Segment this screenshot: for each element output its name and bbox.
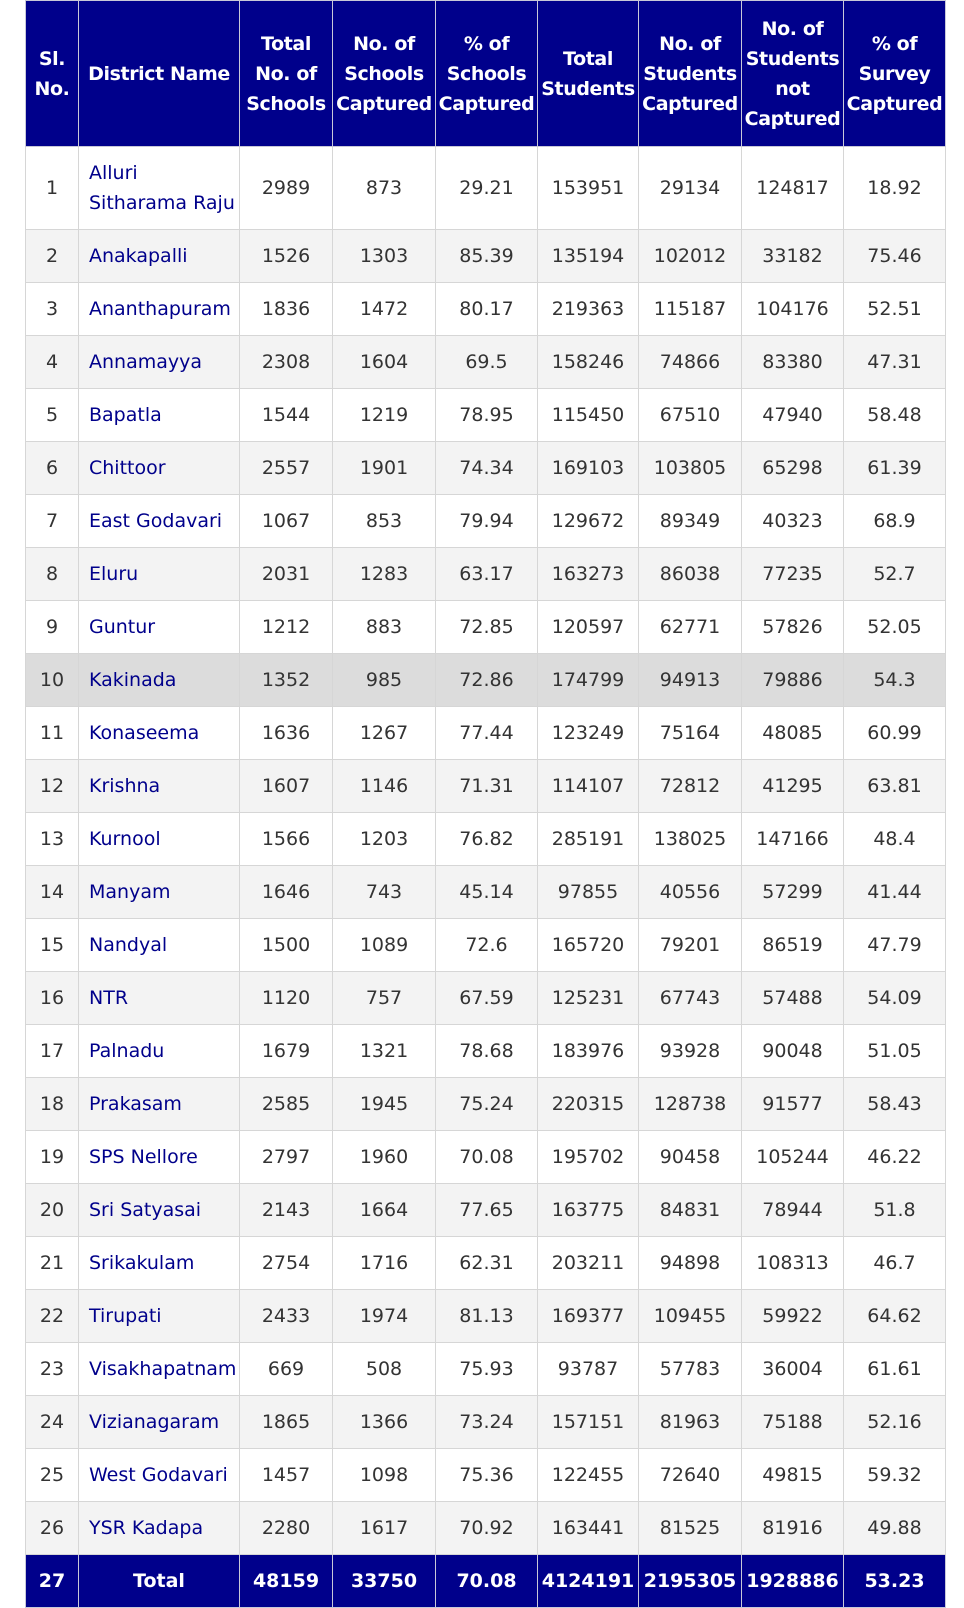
cell-pct-schools-captured: 73.24 [436, 1396, 538, 1449]
cell-sl-no: 20 [26, 1184, 79, 1237]
cell-total-students: 219363 [538, 283, 639, 336]
cell-sl-no: 14 [26, 866, 79, 919]
cell-pct-survey-captured: 64.62 [844, 1290, 946, 1343]
cell-total-students: 158246 [538, 336, 639, 389]
table-row [26, 442, 946, 495]
cell-schools-captured: 883 [333, 601, 436, 654]
cell-pct-survey-captured: 49.88 [844, 1502, 946, 1555]
cell-total-schools: 1566 [240, 813, 333, 866]
cell-schools-captured: 1283 [333, 548, 436, 601]
cell-pct-survey-captured: 58.43 [844, 1078, 946, 1131]
cell-pct-schools-captured: 29.21 [436, 147, 538, 230]
cell-students-not-captured: 57299 [742, 866, 844, 919]
cell-schools-captured: 1617 [333, 1502, 436, 1555]
cell-students-captured: 93928 [639, 1025, 742, 1078]
cell-pct-survey-captured: 75.46 [844, 230, 946, 283]
cell-sl-no: 7 [26, 495, 79, 548]
table-row [26, 760, 946, 813]
cell-pct-survey-captured: 54.3 [844, 654, 946, 707]
cell-sl-no: 2 [26, 230, 79, 283]
district-link[interactable]: Bapatla [79, 389, 240, 442]
cell-total-schools: 2433 [240, 1290, 333, 1343]
district-link[interactable]: Eluru [79, 548, 240, 601]
cell-pct-schools-captured: 67.59 [436, 972, 538, 1025]
table-row [26, 147, 946, 230]
district-link[interactable]: East Godavari [79, 495, 240, 548]
cell-sl-no: 9 [26, 601, 79, 654]
column-header-total-schools: Total No. of Schools [240, 1, 333, 147]
cell-sl-no: 25 [26, 1449, 79, 1502]
cell-total-students: 169377 [538, 1290, 639, 1343]
cell-students-not-captured: 48085 [742, 707, 844, 760]
cell-pct-schools-captured: 79.94 [436, 495, 538, 548]
cell-students-captured: 79201 [639, 919, 742, 972]
cell-students-not-captured: 105244 [742, 1131, 844, 1184]
cell-total-schools: 2031 [240, 548, 333, 601]
cell-pct-schools-captured: 70.92 [436, 1502, 538, 1555]
cell-students-not-captured: 41295 [742, 760, 844, 813]
table-row [26, 866, 946, 919]
cell-pct-survey-captured: 52.05 [844, 601, 946, 654]
cell-sl-no: 12 [26, 760, 79, 813]
cell-students-captured: 81963 [639, 1396, 742, 1449]
cell-total-students: 195702 [538, 1131, 639, 1184]
cell-total-schools: 1500 [240, 919, 333, 972]
column-header-pct-schools-captured: % of Schools Captured [436, 1, 538, 147]
total-district-name: Total [79, 1555, 240, 1608]
cell-total-schools: 1607 [240, 760, 333, 813]
cell-students-captured: 81525 [639, 1502, 742, 1555]
cell-schools-captured: 1219 [333, 389, 436, 442]
cell-total-students: 123249 [538, 707, 639, 760]
cell-total-students: 114107 [538, 760, 639, 813]
cell-pct-survey-captured: 51.05 [844, 1025, 946, 1078]
cell-pct-survey-captured: 61.39 [844, 442, 946, 495]
cell-pct-schools-captured: 85.39 [436, 230, 538, 283]
cell-students-not-captured: 77235 [742, 548, 844, 601]
cell-pct-schools-captured: 78.95 [436, 389, 538, 442]
cell-students-not-captured: 57488 [742, 972, 844, 1025]
cell-pct-schools-captured: 72.85 [436, 601, 538, 654]
cell-pct-survey-captured: 47.79 [844, 919, 946, 972]
cell-total-schools: 1636 [240, 707, 333, 760]
cell-total-students: 157151 [538, 1396, 639, 1449]
cell-schools-captured: 1366 [333, 1396, 436, 1449]
table-row [26, 919, 946, 972]
district-link[interactable]: Palnadu [79, 1025, 240, 1078]
cell-schools-captured: 1716 [333, 1237, 436, 1290]
cell-students-not-captured: 124817 [742, 147, 844, 230]
total-total-schools: 48159 [240, 1555, 333, 1608]
cell-pct-survey-captured: 52.51 [844, 283, 946, 336]
total-schools-captured: 33750 [333, 1555, 436, 1608]
cell-schools-captured: 1974 [333, 1290, 436, 1343]
table-row [26, 1131, 946, 1184]
total-sl-no: 27 [26, 1555, 79, 1608]
cell-sl-no: 5 [26, 389, 79, 442]
cell-students-captured: 128738 [639, 1078, 742, 1131]
table-row [26, 972, 946, 1025]
cell-schools-captured: 1321 [333, 1025, 436, 1078]
cell-sl-no: 21 [26, 1237, 79, 1290]
cell-sl-no: 22 [26, 1290, 79, 1343]
cell-pct-survey-captured: 52.16 [844, 1396, 946, 1449]
cell-sl-no: 15 [26, 919, 79, 972]
cell-schools-captured: 853 [333, 495, 436, 548]
cell-students-captured: 103805 [639, 442, 742, 495]
cell-students-captured: 138025 [639, 813, 742, 866]
total-students-captured: 2195305 [639, 1555, 742, 1608]
table-body [26, 147, 946, 1555]
district-link[interactable]: SPS Nellore [79, 1131, 240, 1184]
column-header-students-captured: No. of Students Captured [639, 1, 742, 147]
cell-schools-captured: 985 [333, 654, 436, 707]
district-link[interactable]: Annamayya [79, 336, 240, 389]
district-link[interactable]: Prakasam [79, 1078, 240, 1131]
cell-total-schools: 2585 [240, 1078, 333, 1131]
cell-total-schools: 2280 [240, 1502, 333, 1555]
table-row [26, 1343, 946, 1396]
total-pct-survey-captured: 53.23 [844, 1555, 946, 1608]
cell-total-schools: 1212 [240, 601, 333, 654]
cell-students-captured: 72812 [639, 760, 742, 813]
cell-students-captured: 102012 [639, 230, 742, 283]
cell-schools-captured: 1203 [333, 813, 436, 866]
cell-pct-schools-captured: 80.17 [436, 283, 538, 336]
cell-schools-captured: 1098 [333, 1449, 436, 1502]
cell-total-students: 285191 [538, 813, 639, 866]
cell-total-students: 220315 [538, 1078, 639, 1131]
cell-total-students: 163441 [538, 1502, 639, 1555]
cell-total-schools: 2797 [240, 1131, 333, 1184]
cell-total-schools: 669 [240, 1343, 333, 1396]
table-container [25, 0, 945, 1608]
cell-schools-captured: 1267 [333, 707, 436, 760]
cell-pct-schools-captured: 72.86 [436, 654, 538, 707]
cell-total-schools: 2143 [240, 1184, 333, 1237]
cell-total-students: 183976 [538, 1025, 639, 1078]
cell-pct-schools-captured: 76.82 [436, 813, 538, 866]
cell-total-students: 129672 [538, 495, 639, 548]
table-row [26, 654, 946, 707]
cell-students-captured: 75164 [639, 707, 742, 760]
cell-total-schools: 1120 [240, 972, 333, 1025]
table-row [26, 336, 946, 389]
table-row [26, 230, 946, 283]
cell-students-captured: 62771 [639, 601, 742, 654]
cell-students-captured: 94898 [639, 1237, 742, 1290]
cell-students-captured: 57783 [639, 1343, 742, 1396]
cell-schools-captured: 873 [333, 147, 436, 230]
cell-total-students: 97855 [538, 866, 639, 919]
cell-pct-schools-captured: 78.68 [436, 1025, 538, 1078]
district-link[interactable]: Srikakulam [79, 1237, 240, 1290]
cell-sl-no: 6 [26, 442, 79, 495]
cell-students-captured: 72640 [639, 1449, 742, 1502]
district-link[interactable]: Kakinada [79, 654, 240, 707]
cell-students-captured: 115187 [639, 283, 742, 336]
cell-pct-schools-captured: 71.31 [436, 760, 538, 813]
cell-students-captured: 40556 [639, 866, 742, 919]
cell-schools-captured: 508 [333, 1343, 436, 1396]
column-header-schools-captured: No. of Schools Captured [333, 1, 436, 147]
cell-pct-schools-captured: 69.5 [436, 336, 538, 389]
cell-total-schools: 1352 [240, 654, 333, 707]
district-link[interactable]: Visakhapatnam [79, 1343, 240, 1396]
cell-pct-survey-captured: 58.48 [844, 389, 946, 442]
district-link[interactable]: Manyam [79, 866, 240, 919]
table-row [26, 1290, 946, 1343]
total-total-students: 4124191 [538, 1555, 639, 1608]
district-link[interactable]: Tirupati [79, 1290, 240, 1343]
cell-students-captured: 29134 [639, 147, 742, 230]
cell-students-not-captured: 57826 [742, 601, 844, 654]
cell-schools-captured: 743 [333, 866, 436, 919]
cell-students-not-captured: 79886 [742, 654, 844, 707]
cell-total-students: 122455 [538, 1449, 639, 1502]
cell-students-not-captured: 104176 [742, 283, 844, 336]
cell-sl-no: 13 [26, 813, 79, 866]
district-link[interactable]: Konaseema [79, 707, 240, 760]
table-row [26, 283, 946, 336]
cell-pct-survey-captured: 63.81 [844, 760, 946, 813]
cell-total-students: 163273 [538, 548, 639, 601]
cell-pct-survey-captured: 60.99 [844, 707, 946, 760]
table-row [26, 1237, 946, 1290]
cell-total-schools: 1067 [240, 495, 333, 548]
table-row [26, 389, 946, 442]
cell-total-students: 115450 [538, 389, 639, 442]
district-link[interactable]: Krishna [79, 760, 240, 813]
district-link[interactable]: Anakapalli [79, 230, 240, 283]
cell-students-not-captured: 40323 [742, 495, 844, 548]
column-header-sl-no: Sl. No. [26, 1, 79, 147]
cell-total-students: 153951 [538, 147, 639, 230]
total-students-not-captured: 1928886 [742, 1555, 844, 1608]
cell-schools-captured: 1604 [333, 336, 436, 389]
cell-total-schools: 1457 [240, 1449, 333, 1502]
cell-pct-schools-captured: 63.17 [436, 548, 538, 601]
district-survey-table [25, 0, 946, 1608]
cell-sl-no: 3 [26, 283, 79, 336]
table-row [26, 601, 946, 654]
district-link[interactable]: Chittoor [79, 442, 240, 495]
district-link[interactable]: Vizianagaram [79, 1396, 240, 1449]
cell-schools-captured: 1945 [333, 1078, 436, 1131]
cell-total-schools: 1526 [240, 230, 333, 283]
cell-total-schools: 2989 [240, 147, 333, 230]
cell-pct-survey-captured: 61.61 [844, 1343, 946, 1396]
cell-pct-schools-captured: 77.65 [436, 1184, 538, 1237]
cell-sl-no: 19 [26, 1131, 79, 1184]
table-row [26, 1396, 946, 1449]
cell-pct-schools-captured: 81.13 [436, 1290, 538, 1343]
cell-students-not-captured: 86519 [742, 919, 844, 972]
cell-students-not-captured: 59922 [742, 1290, 844, 1343]
district-link[interactable]: Guntur [79, 601, 240, 654]
cell-total-students: 165720 [538, 919, 639, 972]
cell-students-captured: 84831 [639, 1184, 742, 1237]
cell-pct-schools-captured: 70.08 [436, 1131, 538, 1184]
cell-schools-captured: 1472 [333, 283, 436, 336]
cell-pct-survey-captured: 48.4 [844, 813, 946, 866]
district-link[interactable]: Ananthapuram [79, 283, 240, 336]
cell-students-not-captured: 75188 [742, 1396, 844, 1449]
cell-sl-no: 4 [26, 336, 79, 389]
table-row [26, 1502, 946, 1555]
cell-students-captured: 94913 [639, 654, 742, 707]
table-row [26, 1449, 946, 1502]
cell-sl-no: 17 [26, 1025, 79, 1078]
cell-pct-schools-captured: 72.6 [436, 919, 538, 972]
cell-students-not-captured: 33182 [742, 230, 844, 283]
cell-sl-no: 16 [26, 972, 79, 1025]
cell-schools-captured: 1089 [333, 919, 436, 972]
cell-sl-no: 24 [26, 1396, 79, 1449]
cell-pct-survey-captured: 59.32 [844, 1449, 946, 1502]
cell-students-not-captured: 47940 [742, 389, 844, 442]
cell-schools-captured: 1901 [333, 442, 436, 495]
cell-students-not-captured: 91577 [742, 1078, 844, 1131]
table-row [26, 813, 946, 866]
cell-total-schools: 1865 [240, 1396, 333, 1449]
cell-schools-captured: 757 [333, 972, 436, 1025]
cell-sl-no: 23 [26, 1343, 79, 1396]
cell-total-students: 135194 [538, 230, 639, 283]
cell-sl-no: 8 [26, 548, 79, 601]
total-pct-schools-captured: 70.08 [436, 1555, 538, 1608]
cell-pct-survey-captured: 18.92 [844, 147, 946, 230]
table-row [26, 707, 946, 760]
table-row [26, 1184, 946, 1237]
cell-total-students: 163775 [538, 1184, 639, 1237]
cell-total-schools: 2754 [240, 1237, 333, 1290]
column-header-students-not-captured: No. of Students not Captured [742, 1, 844, 147]
column-header-district-name: District Name [79, 1, 240, 147]
cell-pct-schools-captured: 74.34 [436, 442, 538, 495]
cell-students-not-captured: 108313 [742, 1237, 844, 1290]
cell-students-not-captured: 78944 [742, 1184, 844, 1237]
cell-pct-schools-captured: 75.93 [436, 1343, 538, 1396]
column-header-pct-survey-captured: % of Survey Captured [844, 1, 946, 147]
cell-pct-survey-captured: 46.7 [844, 1237, 946, 1290]
cell-total-schools: 1836 [240, 283, 333, 336]
cell-students-captured: 86038 [639, 548, 742, 601]
cell-total-schools: 1679 [240, 1025, 333, 1078]
cell-pct-survey-captured: 46.22 [844, 1131, 946, 1184]
cell-sl-no: 26 [26, 1502, 79, 1555]
column-header-total-students: Total Students [538, 1, 639, 147]
cell-pct-survey-captured: 54.09 [844, 972, 946, 1025]
cell-total-schools: 2308 [240, 336, 333, 389]
cell-students-not-captured: 49815 [742, 1449, 844, 1502]
cell-total-students: 120597 [538, 601, 639, 654]
cell-pct-schools-captured: 45.14 [436, 866, 538, 919]
cell-sl-no: 18 [26, 1078, 79, 1131]
cell-total-students: 93787 [538, 1343, 639, 1396]
cell-total-schools: 1544 [240, 389, 333, 442]
cell-students-captured: 67743 [639, 972, 742, 1025]
cell-pct-survey-captured: 51.8 [844, 1184, 946, 1237]
cell-schools-captured: 1146 [333, 760, 436, 813]
table-row [26, 1078, 946, 1131]
cell-schools-captured: 1303 [333, 230, 436, 283]
cell-students-not-captured: 90048 [742, 1025, 844, 1078]
cell-students-captured: 109455 [639, 1290, 742, 1343]
cell-schools-captured: 1960 [333, 1131, 436, 1184]
cell-sl-no: 1 [26, 147, 79, 230]
district-link[interactable]: Alluri Sitharama Raju [79, 147, 240, 230]
cell-pct-schools-captured: 75.24 [436, 1078, 538, 1131]
cell-sl-no: 10 [26, 654, 79, 707]
cell-pct-schools-captured: 62.31 [436, 1237, 538, 1290]
cell-students-not-captured: 65298 [742, 442, 844, 495]
cell-total-students: 203211 [538, 1237, 639, 1290]
table-row [26, 1025, 946, 1078]
cell-students-captured: 90458 [639, 1131, 742, 1184]
cell-pct-survey-captured: 41.44 [844, 866, 946, 919]
cell-pct-schools-captured: 75.36 [436, 1449, 538, 1502]
cell-students-not-captured: 81916 [742, 1502, 844, 1555]
cell-total-students: 169103 [538, 442, 639, 495]
table-row [26, 495, 946, 548]
cell-total-students: 174799 [538, 654, 639, 707]
cell-sl-no: 11 [26, 707, 79, 760]
cell-students-captured: 67510 [639, 389, 742, 442]
cell-total-schools: 2557 [240, 442, 333, 495]
cell-students-not-captured: 36004 [742, 1343, 844, 1396]
district-link[interactable]: Kurnool [79, 813, 240, 866]
cell-students-not-captured: 147166 [742, 813, 844, 866]
district-link[interactable]: NTR [79, 972, 240, 1025]
cell-schools-captured: 1664 [333, 1184, 436, 1237]
cell-students-captured: 74866 [639, 336, 742, 389]
district-link[interactable]: Sri Satyasai [79, 1184, 240, 1237]
cell-pct-survey-captured: 68.9 [844, 495, 946, 548]
district-link[interactable]: Nandyal [79, 919, 240, 972]
cell-total-students: 125231 [538, 972, 639, 1025]
cell-pct-schools-captured: 77.44 [436, 707, 538, 760]
table-header [26, 1, 946, 147]
cell-pct-survey-captured: 47.31 [844, 336, 946, 389]
header-row [26, 1, 946, 147]
table-row [26, 548, 946, 601]
district-link[interactable]: West Godavari [79, 1449, 240, 1502]
cell-pct-survey-captured: 52.7 [844, 548, 946, 601]
district-link[interactable]: YSR Kadapa [79, 1502, 240, 1555]
cell-total-schools: 1646 [240, 866, 333, 919]
cell-students-captured: 89349 [639, 495, 742, 548]
cell-students-not-captured: 83380 [742, 336, 844, 389]
